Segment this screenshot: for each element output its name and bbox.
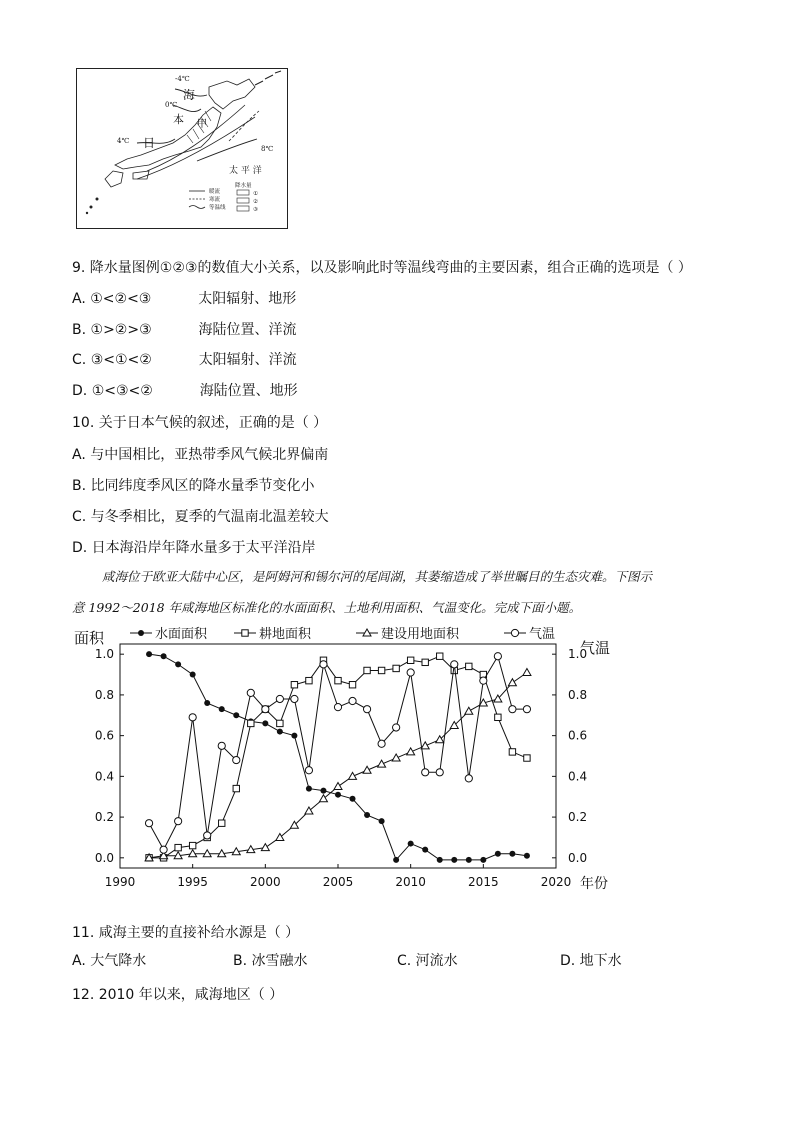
y2-axis-label: 气温: [580, 639, 611, 657]
data-point: [378, 667, 384, 673]
q9-option-d: D. ①<③<② 海陆位置、地形: [72, 383, 298, 399]
x-tick-label: 2005: [322, 875, 354, 889]
data-point: [422, 847, 428, 853]
data-point: [523, 706, 530, 713]
data-point: [219, 820, 225, 826]
data-point: [291, 733, 297, 739]
data-point: [146, 651, 152, 657]
x-tick-label: 2010: [395, 875, 426, 889]
data-point: [495, 714, 501, 720]
data-point: [364, 667, 370, 673]
data-point: [349, 697, 356, 704]
data-point: [407, 669, 414, 676]
data-point: [364, 812, 370, 818]
data-point: [509, 749, 515, 755]
data-point: [437, 653, 443, 659]
data-point: [189, 714, 196, 721]
data-point: [160, 846, 167, 853]
data-point: [218, 742, 225, 749]
y2-tick-label: 0.6: [568, 728, 588, 743]
data-point: [233, 785, 239, 791]
q11-option-a: A. 大气降水: [72, 953, 147, 969]
data-point: [291, 682, 297, 688]
x-tick-label: 2020: [540, 875, 572, 889]
data-point: [494, 653, 501, 660]
data-point: [363, 706, 370, 713]
data-point: [437, 857, 443, 863]
q11-option-b: B. 冰雪融水: [233, 953, 308, 969]
data-point: [363, 766, 371, 773]
chart-svg: [70, 622, 630, 914]
data-point: [175, 844, 181, 850]
question-9-stem: 9. 降水量图例①②③的数值大小关系，以及影响此时等温线弯曲的主要因素，组合正确的选项是（ ）: [72, 260, 692, 276]
land-label: 日: [143, 136, 156, 150]
q11-option-c: C. 河流水: [397, 953, 458, 969]
data-point: [393, 665, 399, 671]
data-point: [495, 851, 501, 857]
legend-label: 建设用地面积: [381, 627, 460, 642]
hokkaido-island: [209, 79, 255, 109]
data-point: [204, 832, 211, 839]
q9-option-a: A. ①<②<③ 太阳辐射、地形: [72, 291, 297, 307]
data-point: [335, 792, 341, 798]
data-point: [451, 661, 458, 668]
data-point: [451, 857, 457, 863]
data-point: [175, 661, 181, 667]
data-point: [379, 818, 385, 824]
data-point: [524, 755, 530, 761]
data-point: [524, 853, 530, 859]
series-line: [149, 654, 527, 860]
isotherm-label: 4℃: [117, 137, 130, 145]
y2-tick-label: 0.8: [568, 687, 588, 702]
svg-text:降水量: 降水量: [235, 183, 252, 189]
x-axis-label: 年份: [580, 876, 608, 892]
data-point: [334, 783, 342, 790]
kyushu-island: [105, 171, 123, 187]
passage-line-2: 意 1992～2018 年咸海地区标准化的水面面积、土地利用面积、气温变化。完成下面小题。: [72, 600, 582, 615]
q9-option-c: C. ③<①<② 太阳辐射、洋流: [72, 352, 297, 368]
data-point: [277, 720, 283, 726]
data-point: [393, 857, 399, 863]
data-point: [407, 748, 415, 755]
q10-option-d: D. 日本海沿岸年降水量多于太平洋沿岸: [72, 540, 316, 556]
data-point: [421, 742, 429, 749]
data-point: [480, 857, 486, 863]
data-point: [248, 720, 254, 726]
data-point: [242, 630, 248, 636]
y-tick-label: 0.8: [94, 687, 114, 702]
data-point: [189, 842, 195, 848]
data-point: [276, 695, 283, 702]
data-point: [320, 788, 326, 794]
data-point: [465, 707, 473, 714]
data-point: [509, 851, 515, 857]
data-point: [334, 704, 341, 711]
data-point: [262, 720, 268, 726]
data-point: [291, 695, 298, 702]
data-point: [233, 712, 239, 718]
data-point: [335, 677, 341, 683]
y2-tick-label: 1.0: [568, 647, 588, 662]
data-point: [262, 706, 269, 713]
data-point: [392, 754, 400, 761]
data-point: [407, 657, 413, 663]
data-point: [305, 767, 312, 774]
data-point: [378, 760, 386, 767]
data-point: [508, 679, 516, 686]
map-legend: [189, 181, 258, 213]
svg-text:等温线: 等温线: [209, 205, 226, 211]
question-12-stem: 12. 2010 年以来，咸海地区（ ）: [72, 987, 284, 1003]
data-point: [480, 677, 487, 684]
kuril-islands: [255, 71, 281, 85]
land-label: 本: [173, 113, 184, 126]
data-point: [161, 653, 167, 659]
svg-text:②: ②: [253, 199, 258, 205]
y-tick-label: 1.0: [94, 647, 114, 662]
data-point: [393, 724, 400, 731]
isotherm-label: 8℃: [261, 145, 274, 153]
data-point: [349, 682, 355, 688]
data-point: [509, 706, 516, 713]
y2-tick-label: 0.4: [568, 769, 588, 784]
data-point: [138, 630, 144, 636]
svg-text:暖流: 暖流: [209, 189, 221, 195]
japan-map: [77, 69, 287, 228]
data-point: [175, 818, 182, 825]
data-point: [523, 669, 531, 676]
q11-option-d: D. 地下水: [560, 953, 622, 969]
q9-option-b: B. ①>②>③ 海陆位置、洋流: [72, 322, 297, 338]
svg-text:寒流: 寒流: [209, 197, 221, 203]
x-tick-label: 1990: [104, 875, 136, 889]
passage-line-1: 咸海位于欧亚大陆中心区，是阿姆河和锡尔河的尾闾湖，其萎缩造成了举世瞩目的生态灾难。下图示: [102, 569, 653, 584]
y-axis-label: 面积: [74, 629, 105, 647]
data-point: [261, 844, 269, 851]
question-11-stem: 11. 咸海主要的直接补给水源是（ ）: [72, 925, 300, 941]
legend-label: 水面面积: [155, 627, 208, 642]
sea-label: 海: [183, 88, 196, 102]
data-point: [204, 700, 210, 706]
y2-tick-label: 0.0: [568, 850, 588, 865]
data-point: [219, 706, 225, 712]
data-point: [422, 769, 429, 776]
legend-label: 气温: [529, 627, 556, 642]
data-point: [378, 740, 385, 747]
q10-option-b: B. 比同纬度季风区的降水量季节变化小: [72, 478, 315, 494]
series-line: [149, 656, 527, 849]
data-point: [349, 772, 357, 779]
data-point: [247, 689, 254, 696]
jia-label: 甲: [197, 119, 207, 130]
svg-text:①: ①: [253, 191, 258, 197]
data-point: [306, 786, 312, 792]
isotherm-label: -4℃: [175, 75, 190, 83]
map-figure: [76, 68, 288, 229]
svg-text:③: ③: [253, 207, 258, 213]
data-point: [511, 629, 518, 636]
x-tick-label: 1995: [177, 875, 208, 889]
data-point: [466, 663, 472, 669]
isotherm-label: 0℃: [165, 101, 178, 109]
y-tick-label: 0.4: [94, 769, 114, 784]
data-point: [145, 820, 152, 827]
data-point: [466, 857, 472, 863]
data-point: [233, 756, 240, 763]
x-tick-label: 2000: [250, 875, 281, 889]
aral-sea-chart: [70, 622, 630, 914]
y-tick-label: 0.2: [94, 810, 114, 825]
data-point: [436, 769, 443, 776]
q10-option-a: A. 与中国相比，亚热带季风气候北界偏南: [72, 447, 329, 463]
y-tick-label: 0.6: [94, 728, 114, 743]
data-point: [422, 659, 428, 665]
y-tick-label: 0.0: [94, 850, 114, 865]
ryukyu-islands: [86, 198, 99, 215]
y2-tick-label: 0.2: [568, 810, 588, 825]
data-point: [306, 677, 312, 683]
data-point: [320, 661, 327, 668]
data-point: [277, 729, 283, 735]
ocean-label: 太 平 洋: [229, 166, 262, 176]
data-point: [190, 672, 196, 678]
q10-option-c: C. 与冬季相比，夏季的气温南北温差较大: [72, 509, 329, 525]
data-point: [350, 796, 356, 802]
x-tick-label: 2015: [468, 875, 499, 889]
data-point: [408, 841, 414, 847]
legend-label: 耕地面积: [259, 627, 312, 642]
question-10-stem: 10. 关于日本气候的叙述，正确的是（ ）: [72, 415, 328, 431]
data-point: [465, 775, 472, 782]
